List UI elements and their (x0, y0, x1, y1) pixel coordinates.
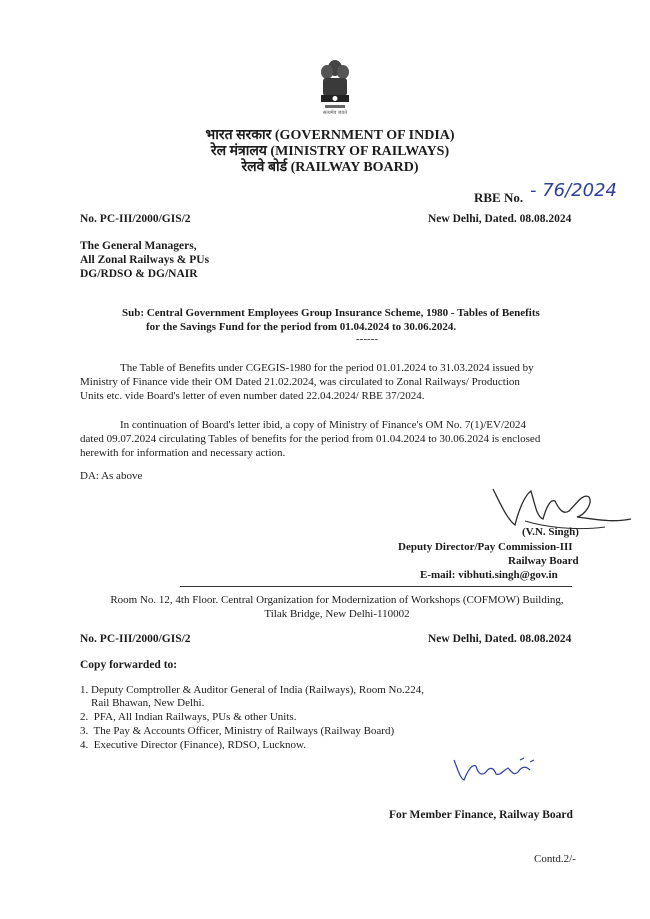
rbe-label: RBE No. (474, 190, 524, 205)
paragraph-2-line: In continuation of Board's letter ibid, a copy of Ministry of Finance's OM No. 7(1)/EV/2024 (120, 419, 527, 431)
continued-note: Contd.2/- (534, 853, 576, 865)
signatory-designation: Deputy Director/Pay Commission-III (398, 541, 573, 553)
addressee-line: The General Managers, (80, 240, 197, 252)
office-address-line: Room No. 12, 4th Floor. Central Organization for Modernization of Workshops (COFMOW) Building, (110, 594, 564, 606)
addressee-line: All Zonal Railways & PUs (80, 254, 210, 266)
letter-number-copy: No. PC-III/2000/GIS/2 (80, 633, 191, 645)
document-attached: DA: As above (80, 470, 143, 482)
header-government: भारत सरकार (GOVERNMENT OF INDIA) (205, 128, 455, 143)
divider (180, 586, 572, 587)
subject-line: Sub: Central Government Employees Group Insurance Scheme, 1980 - Tables of Benefits (122, 307, 540, 319)
copy-recipient: 2. PFA, All Indian Railways, PUs & other Units. (80, 711, 297, 723)
signatory-name: (V.N. Singh) (522, 526, 579, 538)
copy-recipient: Rail Bhawan, New Delhi. (80, 697, 205, 709)
signatory-office: Railway Board (508, 555, 579, 567)
rbe-number-handwritten: - 76/2024 (530, 180, 617, 201)
paragraph-2-line: dated 09.07.2024 circulating Tables of benefits for the period from 01.04.2024 to 30.06.2024 is enclosed (80, 433, 541, 445)
header-board: रेलवे बोर्ड (RAILWAY BOARD) (241, 160, 419, 175)
header-ministry: रेल मंत्रालय (MINISTRY OF RAILWAYS) (210, 144, 450, 159)
signatory-email: E-mail: vibhuti.singh@gov.in (420, 569, 558, 581)
subject-underline: ------ (356, 333, 378, 345)
letter-number: No. PC-III/2000/GIS/2 (80, 213, 191, 225)
subject-line: for the Savings Fund for the period from 01.04.2024 to 30.06.2024. (146, 321, 457, 333)
for-member-finance: For Member Finance, Railway Board (389, 809, 573, 821)
addressee-line: DG/RDSO & DG/NAIR (80, 268, 198, 280)
office-address-line: Tilak Bridge, New Delhi-110002 (264, 608, 410, 620)
copy-recipient: 3. The Pay & Accounts Officer, Ministry of Railways (Railway Board) (80, 725, 395, 737)
emblem-caption: सत्यमेव जयते (322, 111, 348, 116)
paragraph-2-line: herewith for information and necessary action. (80, 447, 286, 459)
paragraph-1-line: Ministry of Finance vide their OM Dated 21.02.2024, was circulated to Zonal Railways/ Production (80, 376, 520, 388)
paragraph-1-line: Units etc. vide Board's letter of even number dated 22.04.2024/ RBE 37/2024. (80, 390, 425, 402)
copy-recipient: 1. Deputy Comptroller & Auditor General of India (Railways), Room No.224, (80, 684, 424, 696)
paragraph-1-line: The Table of Benefits under CGEGIS-1980 for the period 01.01.2024 to 31.03.2024 issued by (120, 362, 534, 374)
second-signature-icon (450, 752, 540, 791)
national-emblem-icon (316, 58, 354, 118)
place-date-copy: New Delhi, Dated. 08.08.2024 (428, 633, 572, 645)
place-date: New Delhi, Dated. 08.08.2024 (428, 213, 572, 225)
copy-recipient: 4. Executive Director (Finance), RDSO, Lucknow. (80, 739, 306, 751)
copy-forwarded-title: Copy forwarded to: (80, 659, 178, 671)
